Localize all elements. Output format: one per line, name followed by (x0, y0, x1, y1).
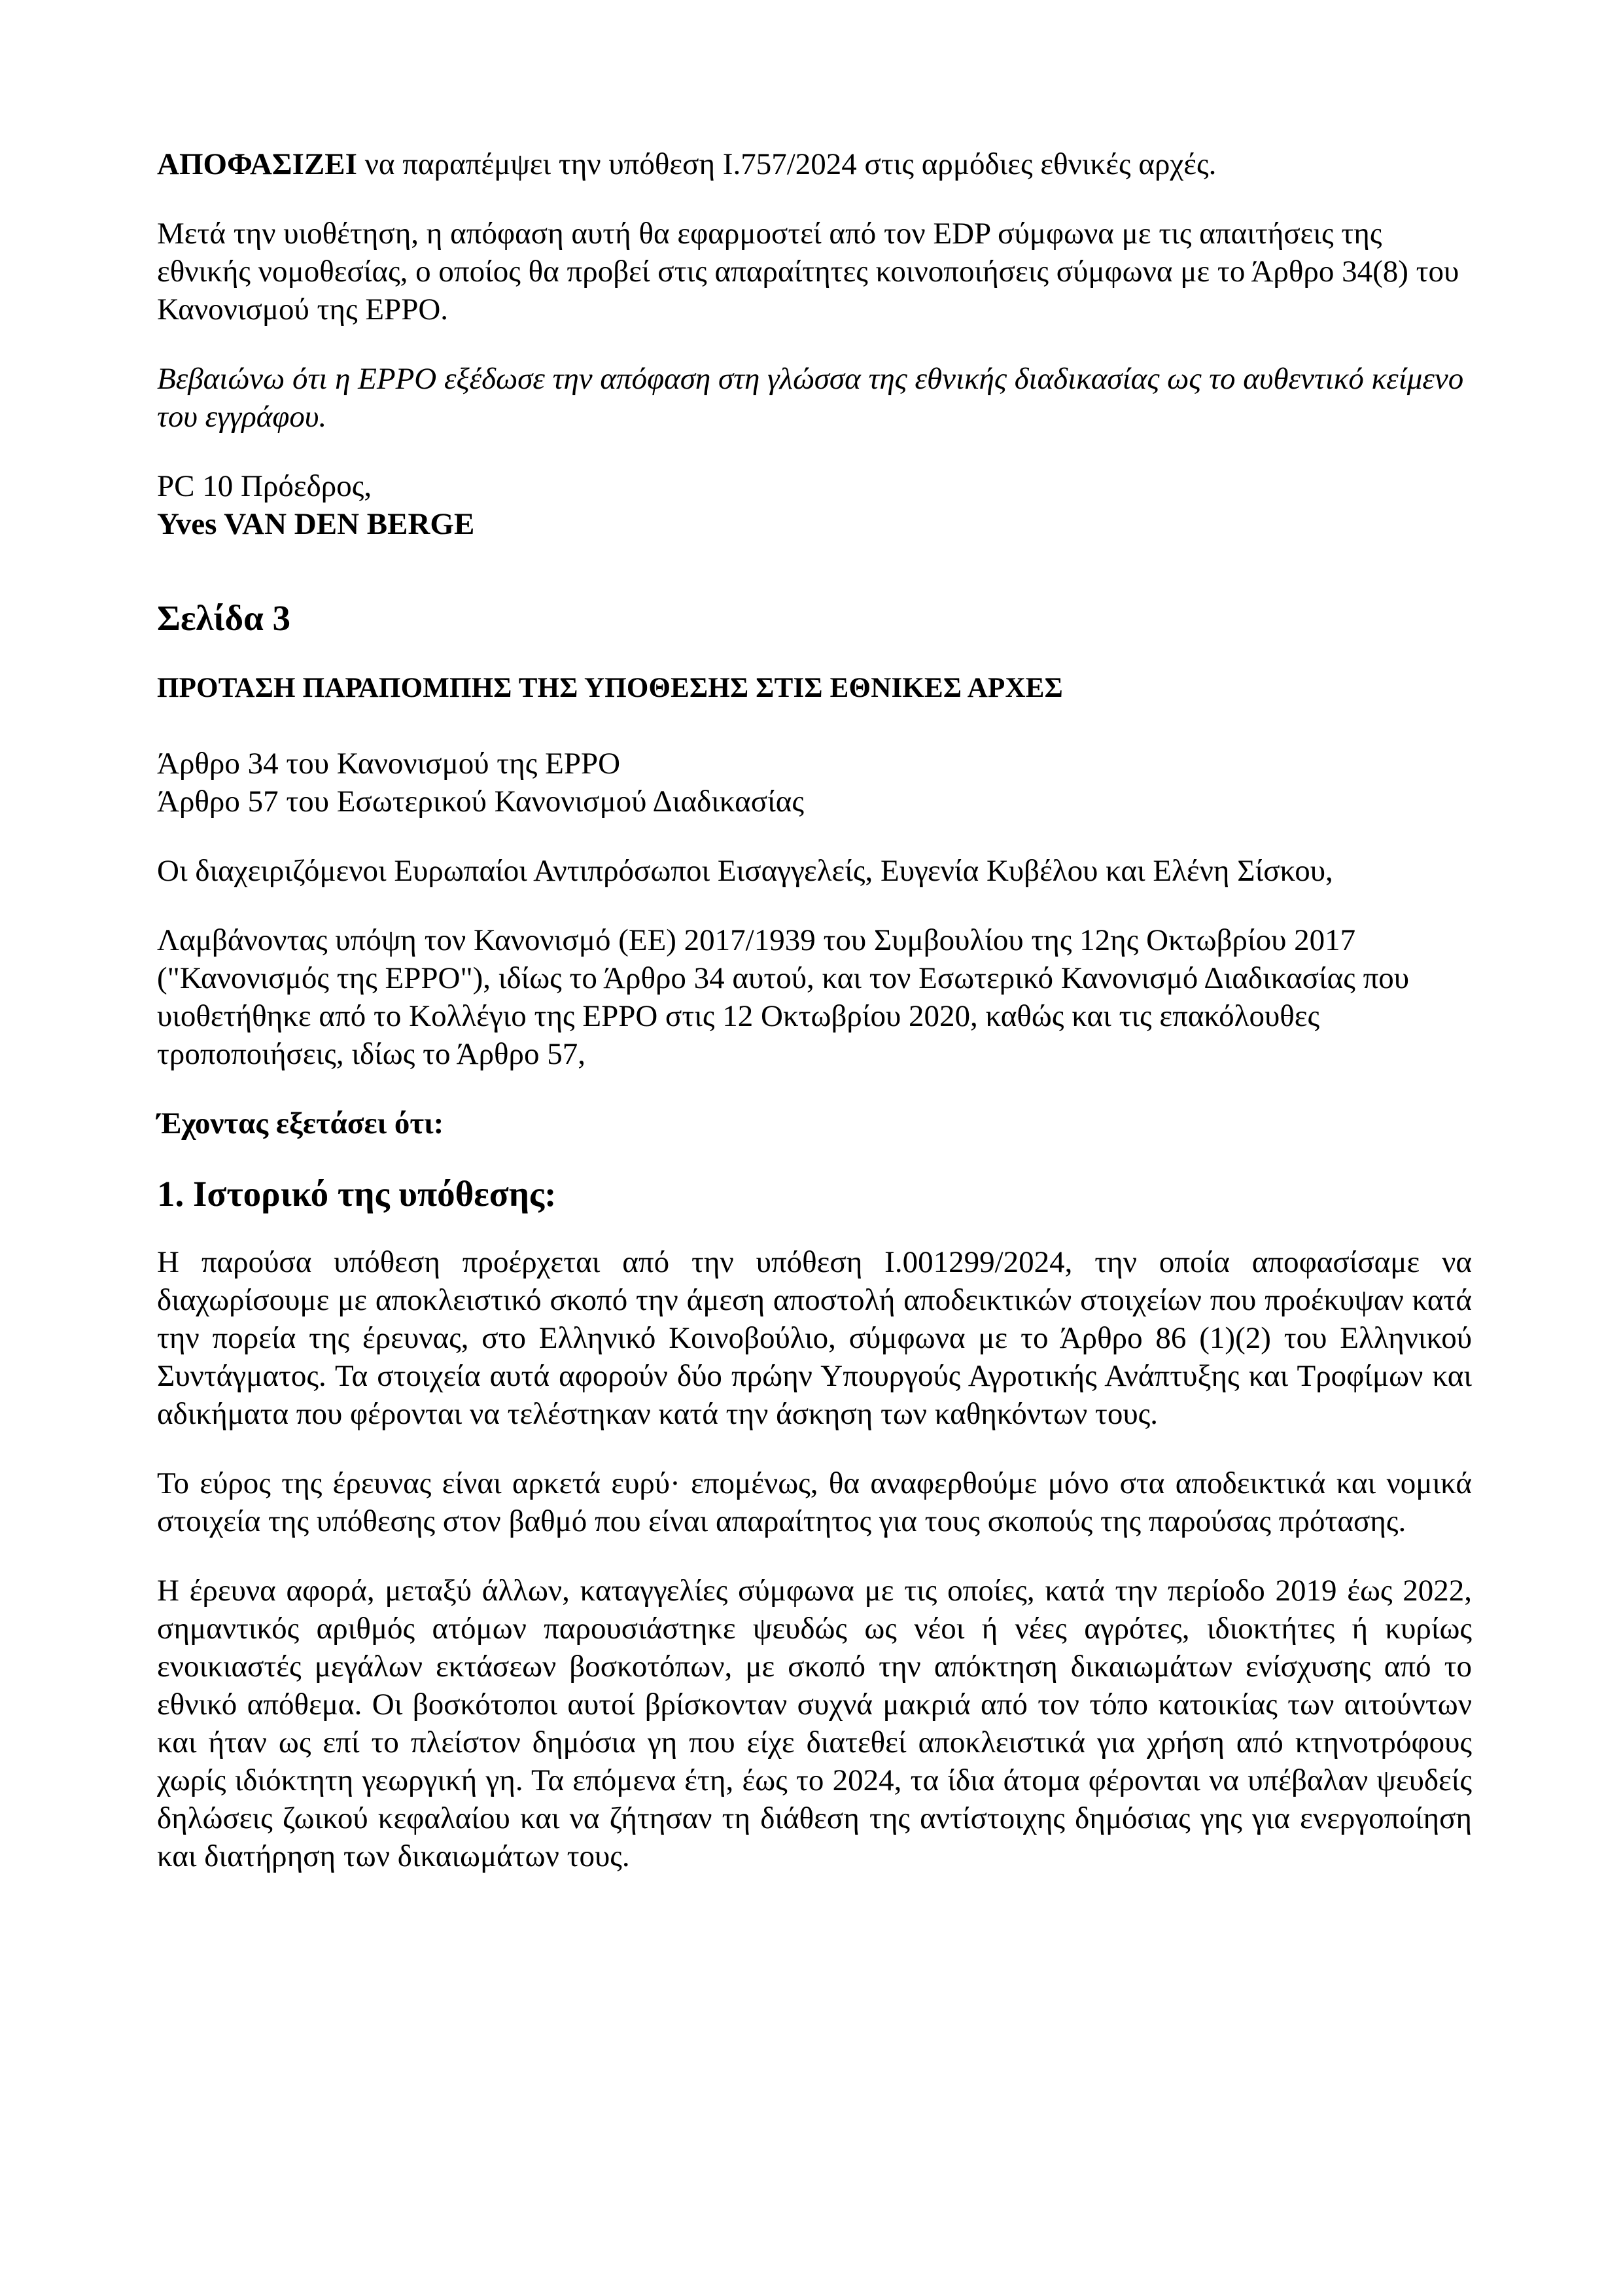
having-examined-label: Έχοντας εξετάσει ότι: (157, 1106, 444, 1140)
signature-role: PC 10 Πρόεδρος, (157, 469, 372, 503)
considering-paragraph: Λαμβάνοντας υπόψη τον Κανονισμό (ΕΕ) 2017/1939 του Συμβουλίου της 12ης Οκτωβρίου 2017 ("Κανονισμός της EPPO"), ιδίως το Άρθρο 34 αυτού, και τον Εσωτερικό Κανονισμό Διαδικασίας που υιοθετήθηκε από το Κολλέγιο της EPPO στις 12 Οκτωβρίου 2020, καθώς και τις επακόλουθες τροποποιήσεις, ιδίως το Άρθρο 57, (157, 923, 1410, 1071)
signature-name: Yves VAN DEN BERGE (157, 507, 475, 541)
section-1-paragraph: Η παρούσα υπόθεση προέρχεται από την υπόθεση I.001299/2024, την οποία αποφασίσαμε να διαχωρίσουμε με αποκλειστικό σκοπό την άμεση αποστολή αποδεικτικών στοιχείων που προέκυψαν κατά την πορεία της έρευνας, στο Ελληνικό Κοινοβούλιο, σύμφωνα με το Άρθρο 86 (1)(2) του Ελληνικού Συντάγματος. Τα στοιχεία αυτά αφορούν δύο πρώην Υπουργούς Αγροτικής Ανάπτυξης και Τροφίμων και αδικήματα που φέρονται να τελέστηκαν κατά την άσκηση των καθηκόντων τους. (157, 1245, 1472, 1431)
section-1-paragraph: Η έρευνα αφορά, μεταξύ άλλων, καταγγελίες σύμφωνα με τις οποίες, κατά την περίοδο 2019 έως 2022, σημαντικός αριθμός ατόμων παρουσιάστηκε ψευδώς ως νέοι ή νέες αγρότες, ιδιοκτήτες ή κυρίως ενοικιαστές μεγάλων εκτάσεων βοσκοτόπων, με σκοπό την απόκτηση δικαιωμάτων ενίσχυσης από το εθνικό απόθεμα. Οι βοσκότοποι αυτοί βρίσκονταν συχνά μακριά από τον τόπο κατοικίας των αιτούντων και ήταν ως επί το πλείστον δημόσια γη που είχε διατεθεί αποκλειστικά για χρήση από κτηνοτρόφους χωρίς ιδιόκτητη γεωργική γη. Τα επόμενα έτη, έως το 2024, τα ίδια άτομα φέρονται να υπέβαλαν ψευδείς δηλώσεις ζωικού κεφαλαίου και να ζήτησαν τη διάθεση της αντίστοιχης δημόσιας γης για ενεργοποίηση και διατήρηση των δικαιωμάτων τους. (157, 1574, 1472, 1873)
decision-paragraph (157, 145, 1472, 183)
section-1-heading: 1. Ιστορικό της υπόθεσης: (157, 1174, 557, 1214)
prosecutors-paragraph: Οι διαχειριζόμενοι Ευρωπαίοι Αντιπρόσωποι Εισαγγελείς, Ευγενία Κυβέλου και Ελένη Σίσκου, (157, 854, 1333, 888)
page-heading: Σελίδα 3 (157, 598, 291, 638)
section-1-paragraph: Το εύρος της έρευνας είναι αρκετά ευρύ· επομένως, θα αναφερθούμε μόνο στα αποδεικτικά και νομικά στοιχεία της υπόθεσης στον βαθμό που είναι απαραίτητος για τους σκοπούς της παρούσας πρότασης. (157, 1466, 1472, 1538)
decision-keyword: ΑΠΟΦΑΣΙΖΕΙ (157, 147, 357, 181)
proposal-title: ΠΡΟΤΑΣΗ ΠΑΡΑΠΟΜΠΗΣ ΤΗΣ ΥΠΟΘΕΣΗΣ ΣΤΙΣ ΕΘΝΙΚΕΣ ΑΡΧΕΣ (157, 673, 1063, 703)
decision-text: να παραπέμψει την υπόθεση I.757/2024 στις αρμόδιες εθνικές αρχές. (357, 147, 1217, 181)
document-page (157, 145, 1472, 1875)
adoption-paragraph: Μετά την υιοθέτηση, η απόφαση αυτή θα εφαρμοστεί από τον EDP σύμφωνα με τις απαιτήσεις της εθνικής νομοθεσίας, ο οποίος θα προβεί στις απαραίτητες κοινοποιήσεις σύμφωνα με το Άρθρο 34(8) του Κανονισμού της ΕPPO. (157, 217, 1459, 327)
legal-references (157, 745, 1472, 821)
legal-reference-2: Άρθρο 57 του Εσωτερικού Κανονισμού Διαδικασίας (157, 785, 804, 819)
signature-block (157, 467, 1472, 543)
legal-reference-1: Άρθρο 34 του Κανονισμού της EPPO (157, 747, 621, 781)
certification-paragraph: Βεβαιώνω ότι η EPPO εξέδωσε την απόφαση στη γλώσσα της εθνικής διαδικασίας ως το αυθεντικό κείμενο του εγγράφου. (157, 362, 1464, 434)
